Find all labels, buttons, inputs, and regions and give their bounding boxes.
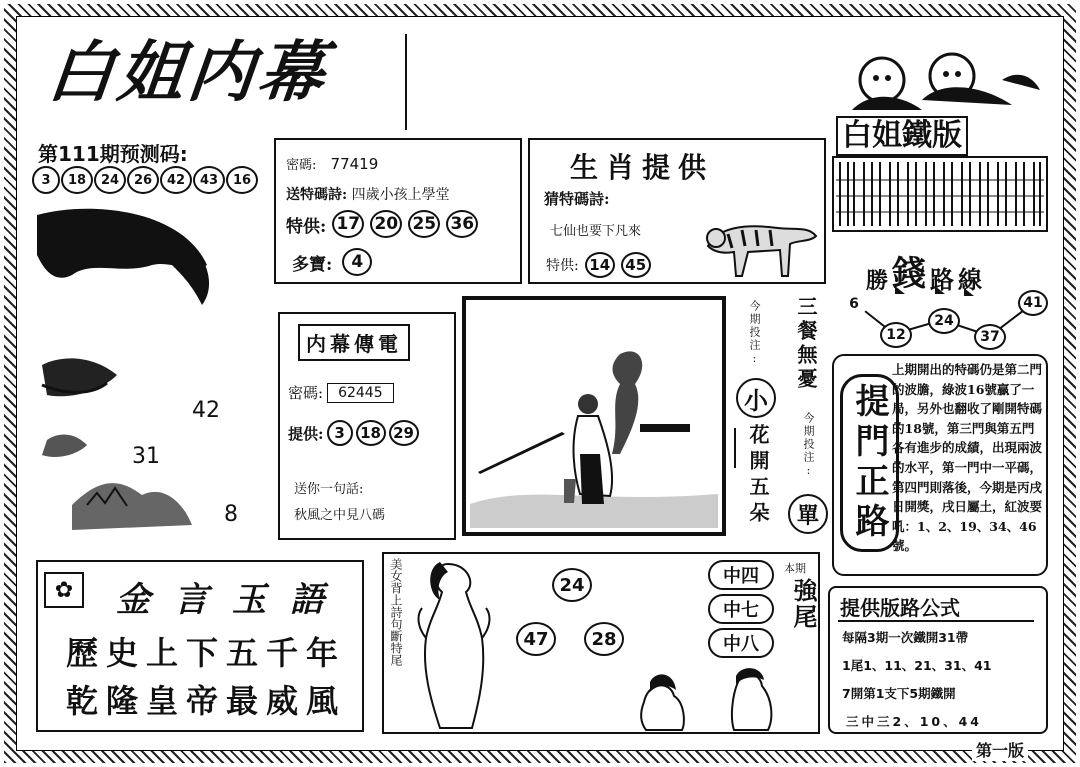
tail-label-small: 本期 <box>784 562 806 575</box>
issue-number: 18 <box>61 166 93 194</box>
issue-number: 42 <box>160 166 192 194</box>
route-number: 12 <box>880 322 912 348</box>
zodiac-box <box>528 138 826 284</box>
tail-label: 強尾 <box>789 578 818 630</box>
issue-number: 26 <box>127 166 159 194</box>
hint-title: 提門正路 <box>840 374 899 552</box>
tiger-illustration <box>698 206 822 280</box>
bet-column-2-label: 今期投注: <box>802 412 815 479</box>
beauty-number: 47 <box>516 622 556 656</box>
issue-number: 16 <box>226 166 258 194</box>
issue-label: 第111期预测码: <box>38 142 188 166</box>
lady-painting <box>470 304 718 528</box>
zodiac-special-number: 45 <box>621 252 651 278</box>
inner-password-value: 62445 <box>327 383 394 403</box>
zodiac-title: 生肖提供 <box>570 151 715 184</box>
inner-provide-label: 提供: <box>288 424 324 443</box>
special-number: 25 <box>408 210 440 238</box>
inner-provide-number: 29 <box>389 420 419 446</box>
route-number: 6 <box>840 292 868 316</box>
win-route-title-main: 錢 <box>892 254 927 294</box>
bet-column-2-value: 單 <box>788 494 828 534</box>
treasure-label: 多寶: <box>292 254 333 275</box>
beauty-number: 28 <box>584 622 624 656</box>
formula-box <box>828 586 1048 734</box>
bet-column-1-phrase: 花開五朵 <box>746 424 770 528</box>
win-route-title-right: 路線 <box>930 265 987 294</box>
special-number: 17 <box>332 210 364 238</box>
formula-line-3: 7開第1支下5期鐵開 <box>842 686 956 701</box>
zodiac-poem-text: 七仙也要下凡來 <box>550 224 642 239</box>
special-label: 特供: <box>286 216 327 237</box>
edition-panel <box>832 40 1048 236</box>
golden-words-box <box>36 560 364 732</box>
title-divider <box>405 34 407 130</box>
beauty-box <box>382 552 820 734</box>
beauty-number: 24 <box>552 568 592 602</box>
formula-line-1: 每隔3期一次鐵開31帶 <box>842 630 969 645</box>
special-number: 20 <box>370 210 402 238</box>
painting-frame <box>462 296 726 536</box>
left-number: 42 <box>192 398 220 423</box>
password-value: 77419 <box>330 155 379 173</box>
left-number: 8 <box>224 502 238 527</box>
bet-column-2-phrase: 三餐無憂 <box>794 296 818 392</box>
inner-phrase-label: 送你一句話: <box>294 482 364 497</box>
tail-item: 中四 <box>708 560 774 590</box>
tail-item: 中八 <box>708 628 774 658</box>
golden-words-line-2: 乾隆皇帝最威風 <box>66 682 347 720</box>
woman-face-illustration <box>32 205 232 540</box>
password-box <box>274 138 522 284</box>
bet-column-1-value: 小 <box>736 378 776 418</box>
barcode-graphic <box>832 156 1048 232</box>
flower-icon: ✿ <box>44 572 84 608</box>
special-number: 36 <box>446 210 478 238</box>
inner-password-label: 密碼: <box>288 384 324 402</box>
inner-phrase-text: 秋風之中見八碼 <box>294 508 386 523</box>
route-number: 41 <box>1018 290 1048 316</box>
route-number: 24 <box>928 308 960 334</box>
hint-text: 上期開出的特碼仍是第二門的波膽，綠波16號贏了一局，另外也翻收了剛開特碼的18號，第三門與第五門各有進步的成績，出現兩波的水平，第一門中一平碼，第四門則落後，今期是丙戌日開獎，戌日屬土，紅波要吼：1、2、19、34、46號。 <box>892 362 1043 554</box>
issue-number-list <box>32 166 258 194</box>
golden-words-title: 金言玉語 <box>116 580 348 620</box>
zodiac-special-number: 14 <box>585 252 615 278</box>
left-number: 31 <box>132 444 160 469</box>
formula-title-underline <box>838 620 1034 622</box>
page-title: 白姐内幕 <box>43 33 333 111</box>
formula-line-4: 三中三2、10、44 <box>846 714 982 729</box>
inner-news-box <box>278 312 456 540</box>
beauty-vertical-text: 美女背上詩句斷特尾 <box>389 558 403 666</box>
inner-provide-number: 18 <box>356 420 386 446</box>
page-number: 第一版 <box>972 738 1028 761</box>
zodiac-poem-label: 猜特碼詩: <box>544 190 610 208</box>
woman-back-illustration <box>410 558 500 730</box>
password-label: 密碼: <box>286 158 317 173</box>
route-number: 37 <box>974 324 1006 350</box>
poem-label: 送特碼詩: <box>286 187 348 203</box>
treasure-number: 4 <box>342 248 372 276</box>
issue-number: 24 <box>94 166 126 194</box>
mascot-illustration <box>842 40 1042 120</box>
tail-item: 中七 <box>708 594 774 624</box>
formula-title: 提供版路公式 <box>840 596 960 620</box>
zodiac-special-label: 特供: <box>546 258 579 274</box>
inner-news-title: 内幕傳電 <box>298 324 410 361</box>
poem-text: 四歲小孩上學堂 <box>351 187 450 203</box>
issue-number: 43 <box>193 166 225 194</box>
golden-words-line-1: 歷史上下五千年 <box>66 634 347 672</box>
inner-provide-number: 3 <box>327 420 353 446</box>
hint-box <box>832 354 1048 576</box>
issue-number: 3 <box>32 166 60 194</box>
win-route-title-left: 勝 <box>866 268 889 294</box>
bet-column-1-divider <box>734 428 736 468</box>
bet-column-1-label: 今期投注: <box>748 300 761 367</box>
edition-badge: 白姐鐵版 <box>836 116 968 156</box>
formula-line-2: 1尾1、11、21、31、41 <box>842 658 992 673</box>
bathing-women-illustration <box>634 662 784 732</box>
